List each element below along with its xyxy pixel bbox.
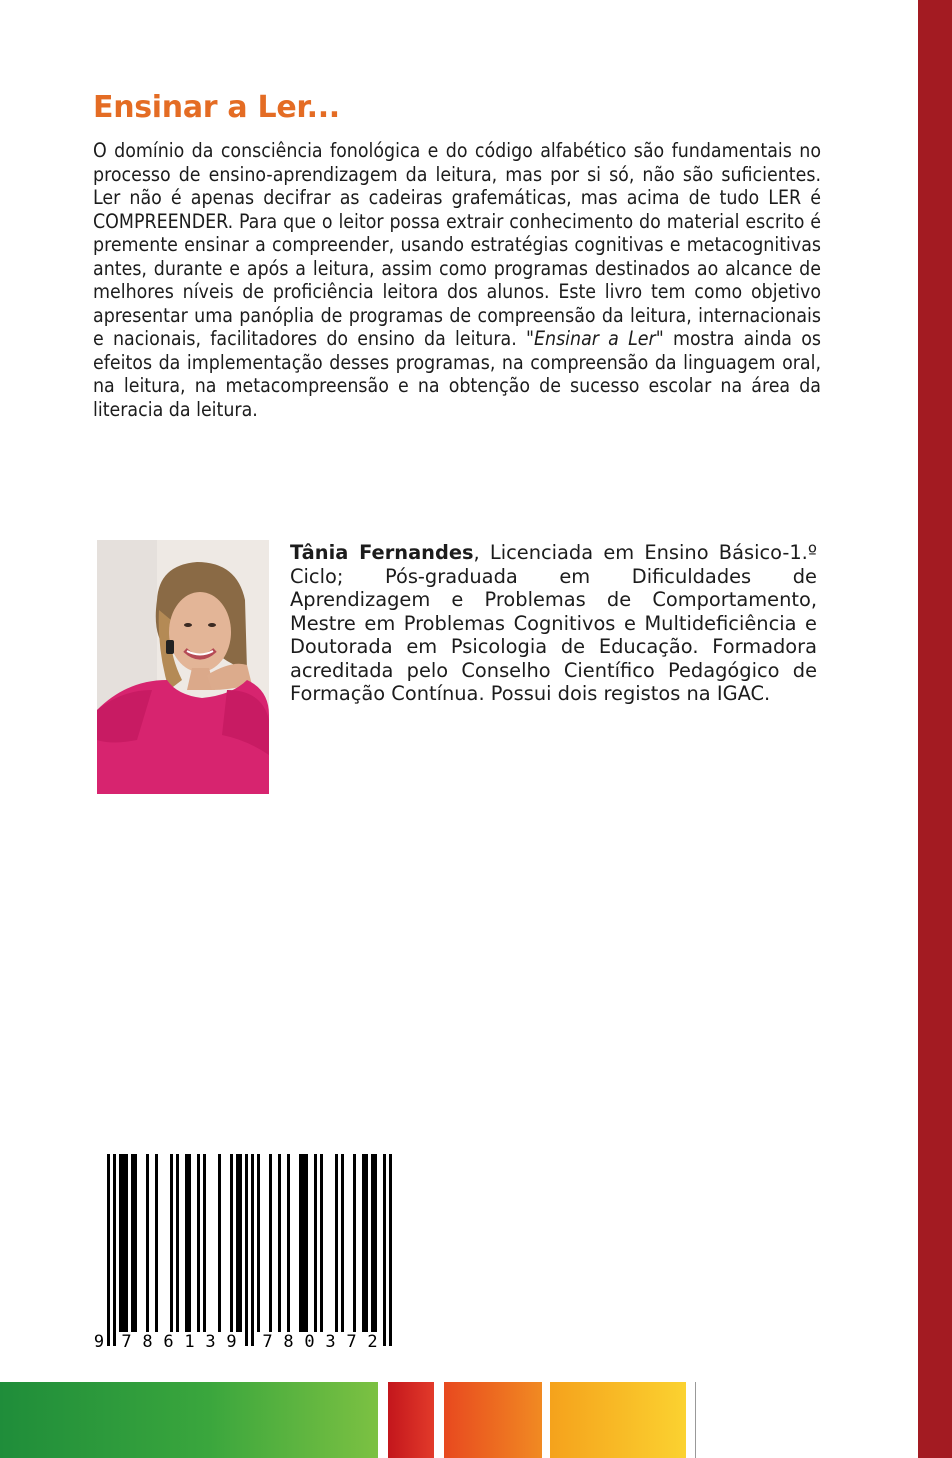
- barcode-bar: [278, 1154, 281, 1332]
- barcode-digit: 9: [93, 1332, 105, 1352]
- barcode-bar: [305, 1154, 308, 1332]
- barcode-bar: [185, 1154, 188, 1332]
- blurb-text-1: O domínio da consciência fonológica e do código alfabético são fundamentais no processo de ensino-aprendizagem da leitura, mas por si só, não são suficientes. Ler não é apenas decifrar as cadeiras grafemáticas, mas acima de tudo LER é COMPREENDER. Para que o leitor possa extrair conhecimento do material escrito é premente ensinar a compreender, usando estratégias cognitivas e metacognitivas antes, durante e após a leitura, assim como programas destinados ao alcance de melhores níveis de proficiência leitora dos alunos. Este livro tem como objetivo apresentar uma panóplia de programas de compreensão da leitura, internacionais e nacionais, facilitadores do ensino da leitura.: [93, 139, 821, 350]
- barcode-digit: 3: [205, 1332, 216, 1352]
- barcode-bar: [119, 1154, 122, 1332]
- barcode-bar: [374, 1154, 377, 1332]
- color-band-green: [0, 1382, 378, 1458]
- barcode-bar: [203, 1154, 206, 1332]
- barcode-bar: [245, 1154, 248, 1346]
- barcode-digit: 7: [346, 1332, 357, 1352]
- author-bio-text: , Licenciada em Ensino Básico-1.º Ciclo; Pós-graduada em Dificuldades de Aprendizagem e Problemas de Comportamento, Mestre em Problemas Cognitivos e Multideficiência e Doutorada em Psicologia de Educação. Formadora acreditada pelo Conselho Científico Pedagógico de Formação Contínua. Possui dois registos na IGAC.: [290, 541, 817, 705]
- back-cover-blurb: [93, 139, 821, 421]
- barcode-bar: [257, 1154, 260, 1332]
- barcode-bar: [155, 1154, 158, 1332]
- barcode-bar: [341, 1154, 344, 1332]
- barcode-bar: [287, 1154, 290, 1332]
- barcode-bar: [146, 1154, 149, 1332]
- barcode-bar: [383, 1154, 386, 1346]
- isbn-barcode: [95, 1150, 430, 1360]
- barcode-bar: [125, 1154, 128, 1332]
- barcode-bar: [365, 1154, 368, 1332]
- barcode-digit: 8: [283, 1332, 294, 1352]
- author-name: Tânia Fernandes: [290, 541, 474, 564]
- author-bio: [290, 541, 817, 706]
- barcode-bar: [107, 1154, 110, 1346]
- barcode-bar: [314, 1154, 317, 1332]
- author-photo: [97, 540, 269, 794]
- book-title: Ensinar a Ler...: [93, 90, 340, 125]
- barcode-bar: [251, 1154, 254, 1346]
- spine-stripe: [918, 0, 952, 1458]
- barcode-bar: [188, 1154, 191, 1332]
- barcode-bar: [131, 1154, 134, 1332]
- barcode-bar: [134, 1154, 137, 1332]
- barcode-bar: [389, 1154, 392, 1346]
- blurb-quoted-title: "Ensinar a Ler": [525, 327, 664, 350]
- barcode-digit: 0: [304, 1332, 315, 1352]
- barcode-digit: 7: [121, 1332, 132, 1352]
- barcode-bar: [197, 1154, 200, 1332]
- barcode-digit: 1: [184, 1332, 195, 1352]
- barcode-bar: [269, 1154, 272, 1332]
- barcode-bar: [230, 1154, 233, 1332]
- barcode-bar: [302, 1154, 305, 1332]
- barcode-bar: [371, 1154, 374, 1332]
- barcode-bar: [218, 1154, 221, 1332]
- barcode-digit: 9: [226, 1332, 237, 1352]
- barcode-bar: [122, 1154, 125, 1332]
- color-band-yellow: [550, 1382, 686, 1458]
- barcode-bar: [236, 1154, 239, 1332]
- barcode-bar: [176, 1154, 179, 1332]
- barcode-bar: [299, 1154, 302, 1332]
- color-band-divider: [695, 1382, 696, 1458]
- barcode-digit: 2: [367, 1332, 378, 1352]
- barcode-digit: 3: [325, 1332, 336, 1352]
- color-band-orange: [444, 1382, 542, 1458]
- barcode-digit: 6: [163, 1332, 174, 1352]
- barcode-digit: 8: [142, 1332, 153, 1352]
- blurb-text-2: mostra ainda os efeitos da implementação desses programas, na compreensão da linguagem oral, na leitura, na metacompreensão e na obtenção de sucesso escolar na área da literacia da leitura.: [93, 327, 821, 421]
- barcode-digit: 7: [262, 1332, 273, 1352]
- barcode-bar: [362, 1154, 365, 1332]
- barcode-bar: [113, 1154, 116, 1346]
- barcode-bar: [239, 1154, 242, 1332]
- barcode-bar: [320, 1154, 323, 1332]
- color-band-red: [388, 1382, 434, 1458]
- barcode-bar: [353, 1154, 356, 1332]
- barcode-bar: [170, 1154, 173, 1332]
- barcode-bar: [335, 1154, 338, 1332]
